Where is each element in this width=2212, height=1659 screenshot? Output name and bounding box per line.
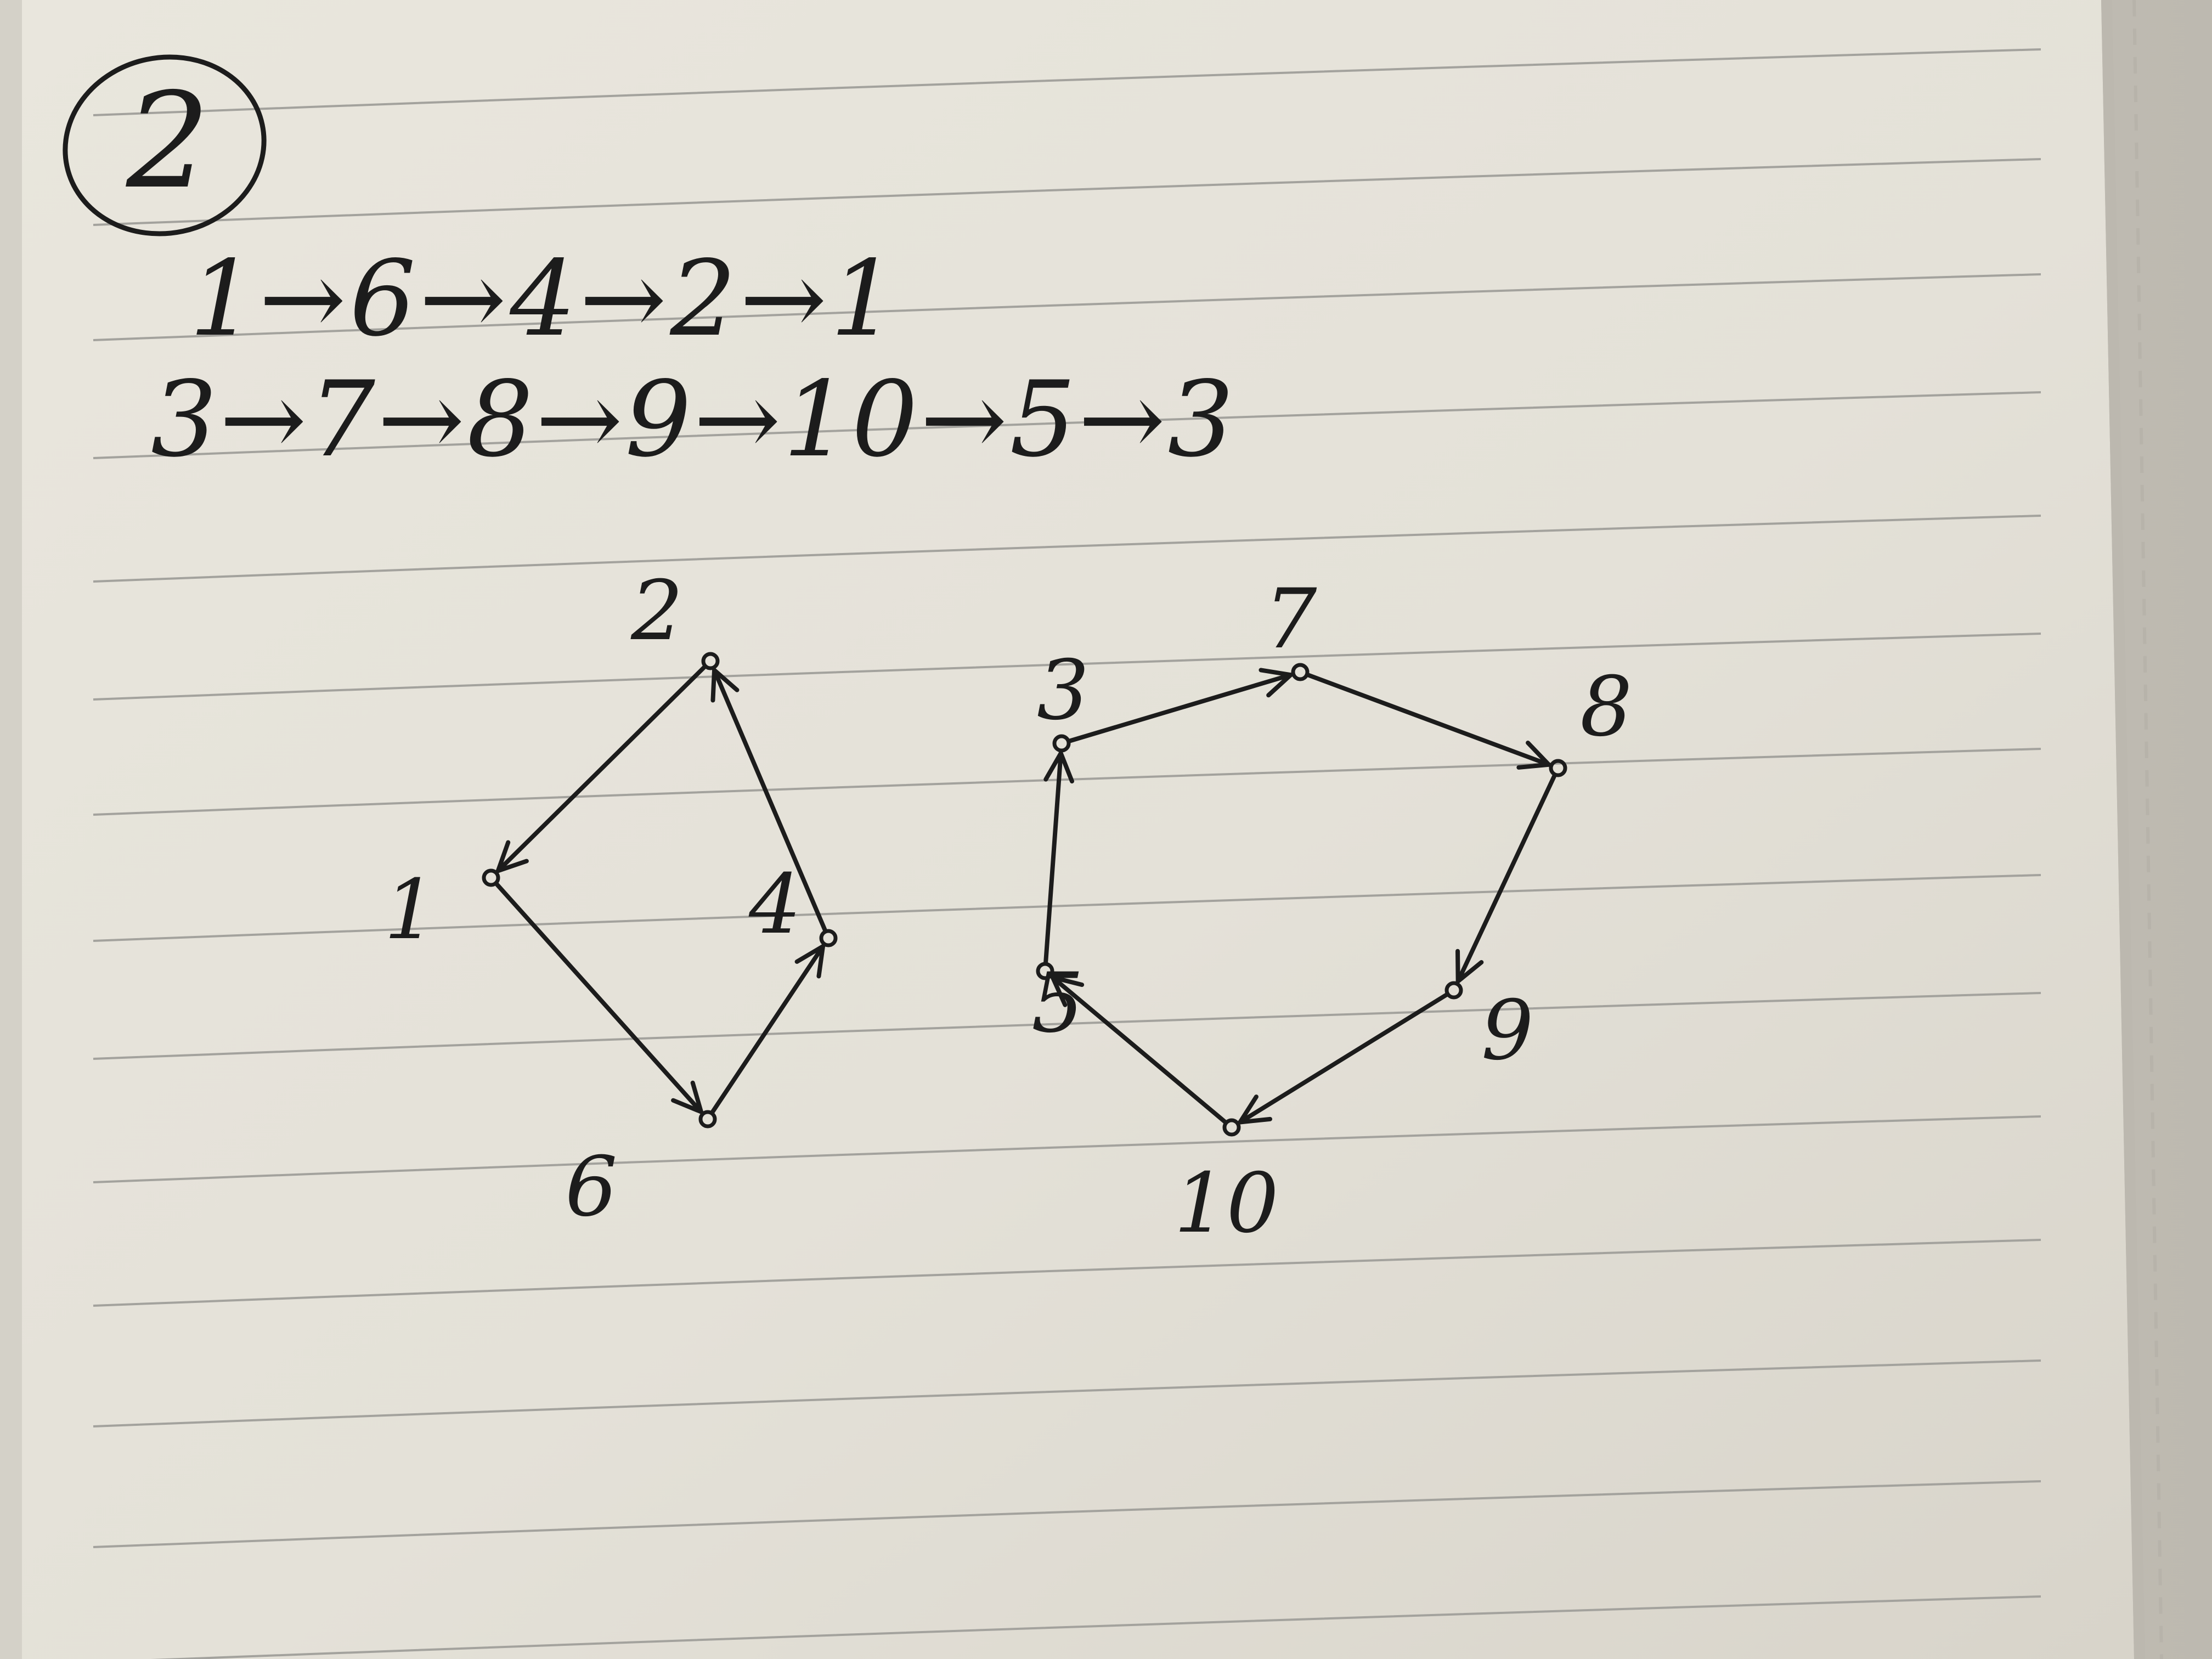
cycle-2-text: 3→7→8→9→10→5→3 xyxy=(151,359,1237,480)
node-label-9: 9 xyxy=(1481,983,1534,1079)
node-label-3: 3 xyxy=(1037,643,1090,738)
node-label-10: 10 xyxy=(1174,1156,1279,1251)
node-label-2: 2 xyxy=(631,563,684,659)
node-label-4: 4 xyxy=(749,857,802,952)
problem-number: 2 xyxy=(126,64,210,218)
node-label-1: 1 xyxy=(384,862,437,958)
node-label-8: 8 xyxy=(1580,659,1633,755)
node-label-5: 5 xyxy=(1031,956,1084,1051)
node-label-6: 6 xyxy=(565,1139,618,1235)
node-label-7: 7 xyxy=(1265,572,1317,667)
cycle-1-text: 1→6→4→2→1 xyxy=(189,238,900,359)
